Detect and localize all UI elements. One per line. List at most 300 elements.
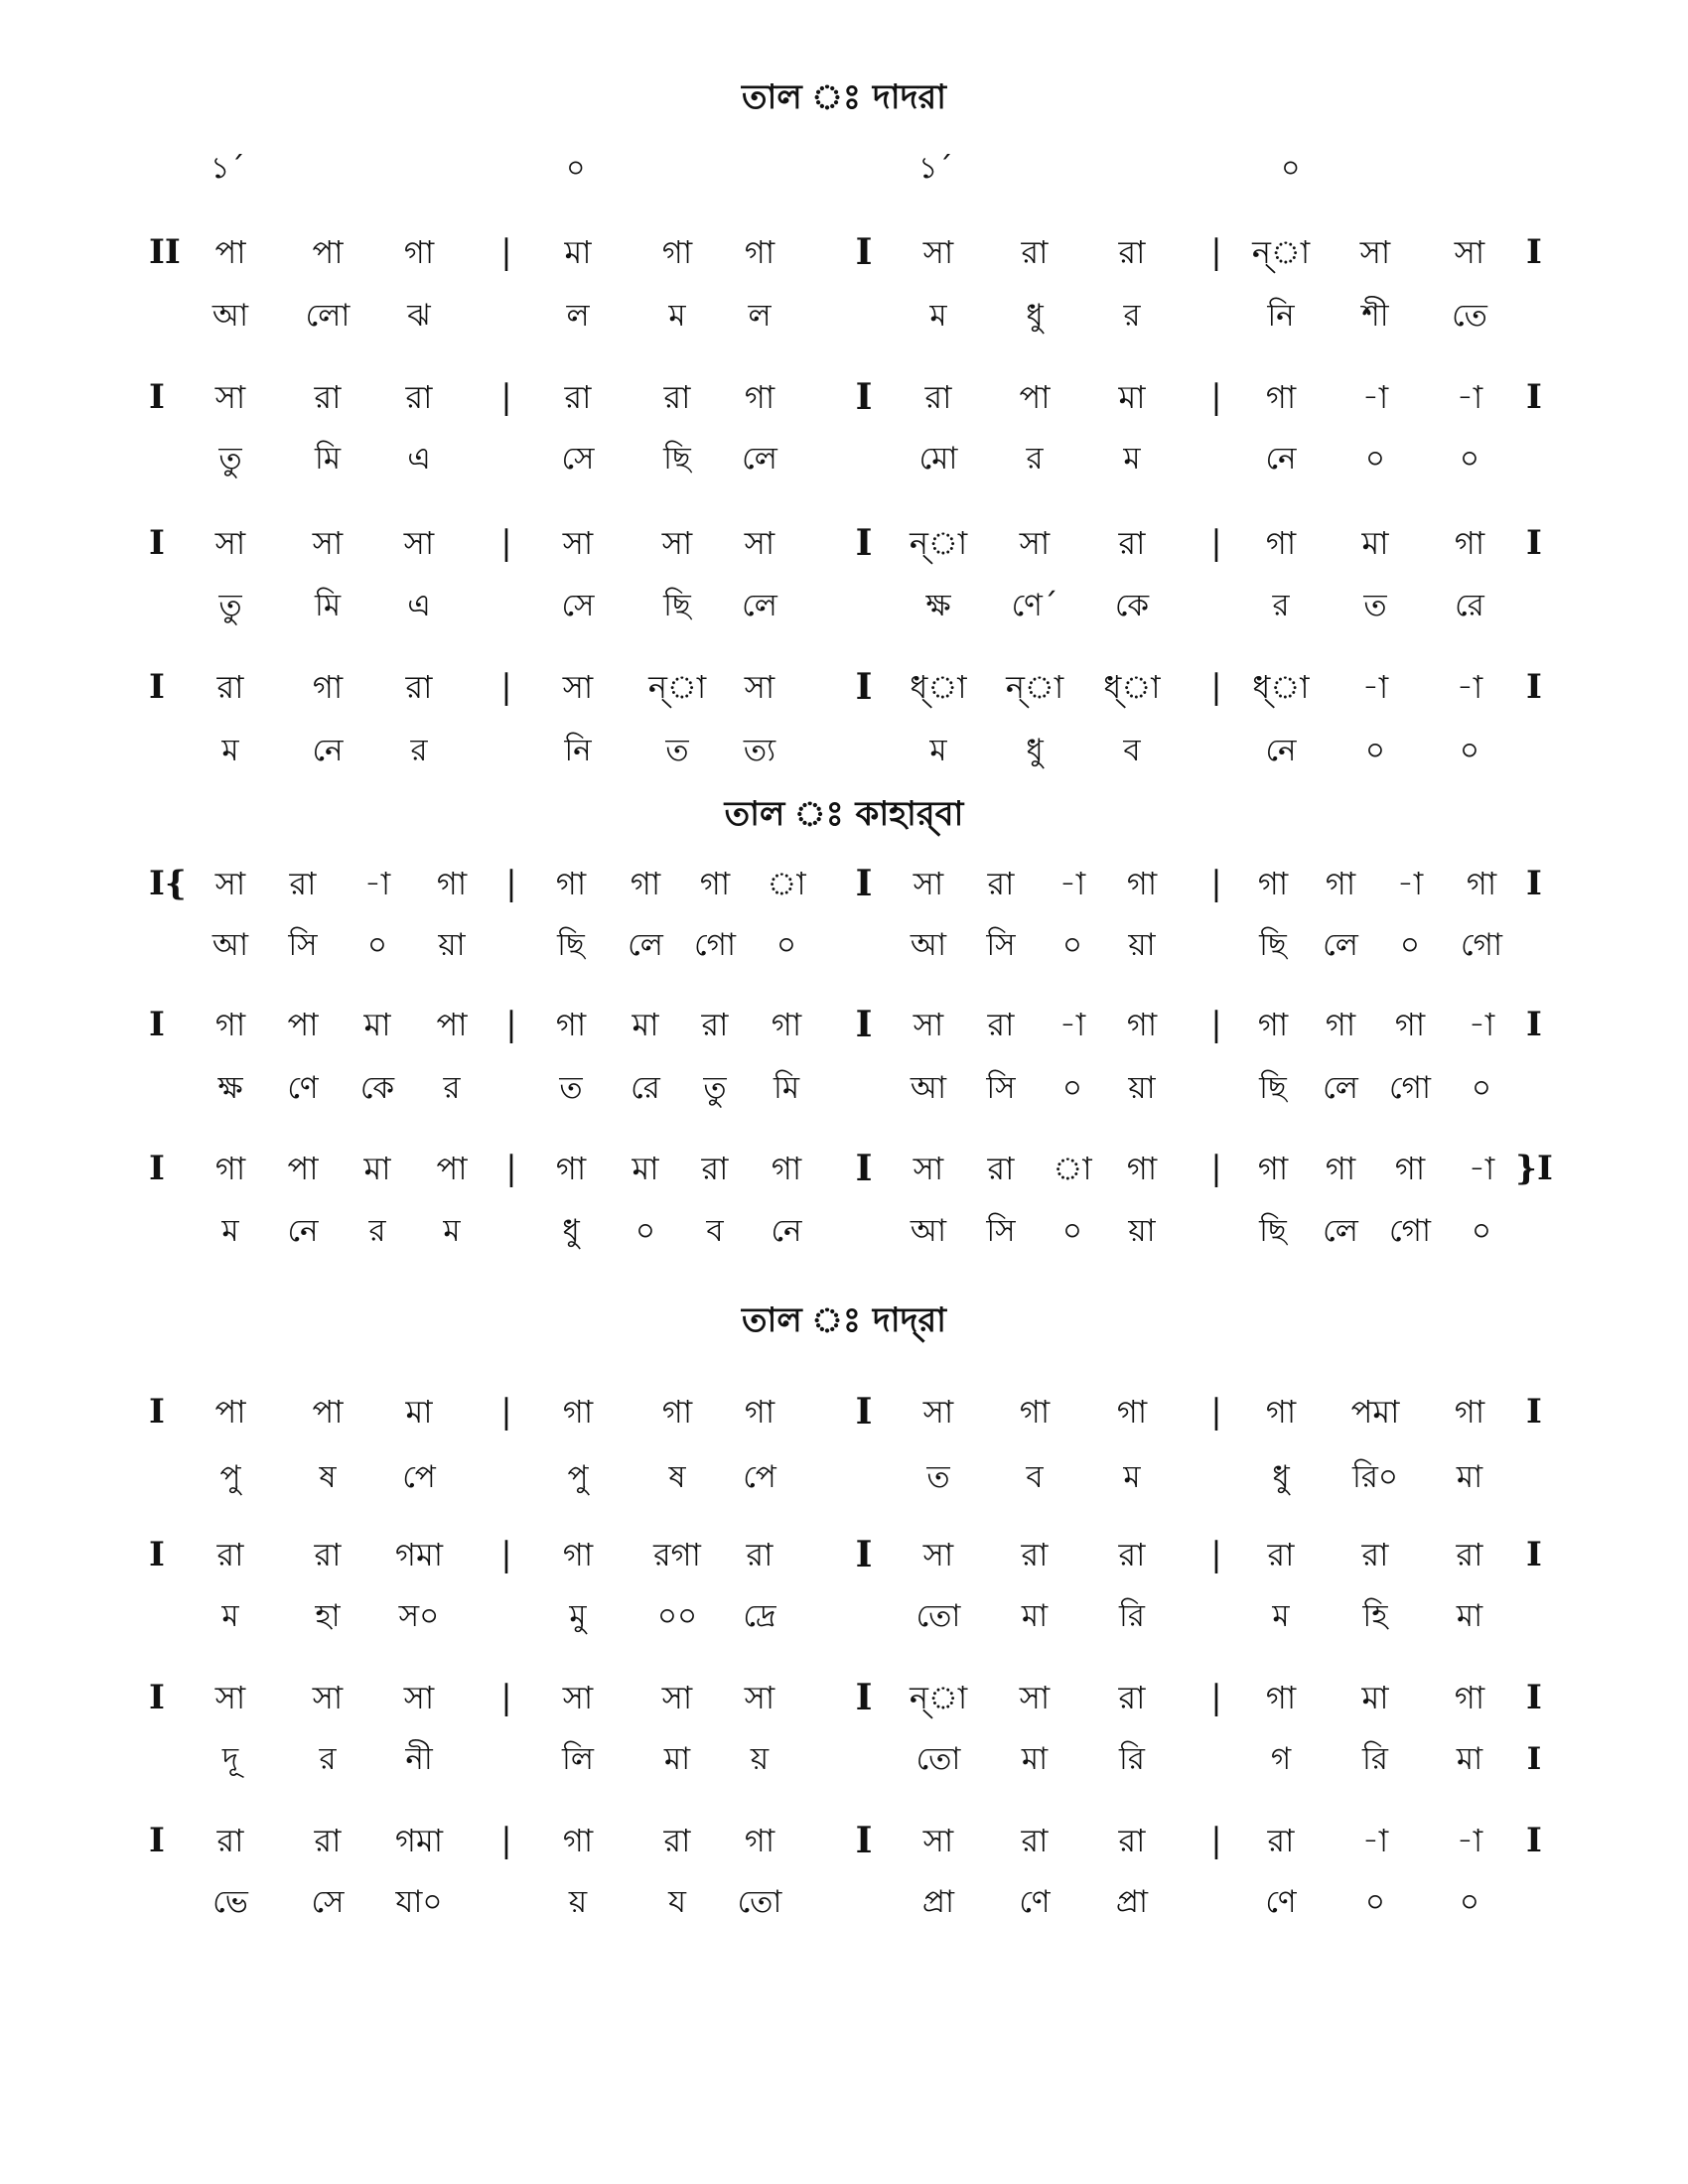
swara-note: গা [771,1006,802,1043]
swara-note: গা [1265,1679,1297,1716]
vibhag-separator: I [855,863,873,904]
swara-note: গা [1257,1006,1289,1043]
swara-note: রা [1456,1536,1483,1573]
lyric-syllable: মা [1021,1741,1049,1777]
line-end-mark: I [1526,1392,1542,1432]
lyric-syllable: তু [218,588,242,623]
swara-note: গমা [394,1822,444,1859]
lyric-line [0,437,1688,506]
lyric-syllable: ধু [1026,298,1044,334]
vibhag-separator: I [855,666,873,708]
swara-note: রা [1118,524,1146,562]
swara-note: -া [1396,865,1424,902]
swara-line [0,230,1688,300]
line-start-mark: I [149,1678,165,1717]
swara-note: রা [564,378,592,416]
lyric-syllable: প্রা [921,1884,955,1920]
swara-note: গা [312,668,344,706]
lyric-syllable: ষ [668,1459,686,1495]
lyric-line [0,1737,1688,1807]
lyric-syllable: মি [314,588,342,623]
lyric-syllable: র [368,1213,386,1249]
lyric-syllable: আ [910,1070,947,1106]
line-end-mark: I [1526,232,1542,272]
lyric-syllable: আ [211,927,249,963]
lyric-syllable: মো [918,441,958,477]
lyric-syllable: ধু [1026,733,1044,768]
bar-line: | [1210,232,1222,272]
lyric-syllable: ০ [1459,441,1480,477]
swara-line [0,665,1688,735]
swara-note: মা [363,1150,391,1187]
swara-note: রা [663,378,691,416]
lyric-syllable: ০০ [656,1598,698,1634]
swara-note: রা [216,1536,244,1573]
lyric-syllable: লে [742,441,777,477]
line-end-mark: I [1526,1821,1542,1860]
swara-note: গা [744,1393,775,1431]
lyric-syllable: র [1272,588,1290,623]
line-end-mark: I [1526,1535,1542,1574]
swara-note: গা [403,233,435,271]
swara-note: গা [661,1393,693,1431]
lyric-syllable: রে [1455,588,1484,623]
bar-line: | [505,1005,517,1044]
swara-note: -া [363,865,391,902]
swara-note: গা [661,233,693,271]
lyric-syllable: মা [1456,1598,1483,1634]
lyric-line [0,1066,1688,1136]
lyric-syllable: লে [1323,1213,1358,1249]
bar-line: | [500,1392,512,1432]
lyric-syllable: ণে´ [1011,588,1058,623]
lyric-syllable: লি [562,1741,594,1777]
lyric-syllable: নে [312,733,344,768]
lyric-syllable: ম [929,298,947,334]
lyric-syllable: ০ [1364,733,1386,768]
swara-note: রা [405,668,433,706]
swara-note: ন্া [909,1679,968,1716]
bar-line: | [500,1821,512,1860]
swara-note: রা [987,1006,1015,1043]
swara-line [0,1147,1688,1216]
swara-note: রা [1118,233,1146,271]
lyric-syllable: গ [1270,1741,1292,1777]
vibhag-separator: I [855,1391,873,1433]
swara-note: মা [564,233,592,271]
lyric-line [0,1880,1688,1950]
lyric-syllable: য়া [1128,927,1156,963]
swara-note: পা [312,1393,344,1431]
lyric-line [0,729,1688,798]
swara-note: গা [555,1150,587,1187]
swara-note: ধ্া [1252,668,1310,706]
lyric-syllable: নী [405,1741,433,1777]
swara-note: -া [1468,1006,1495,1043]
lyric-syllable: রে [631,1070,660,1106]
swara-line [0,1533,1688,1602]
lyric-syllable: নে [1265,733,1297,768]
swara-note: সা [214,1679,246,1716]
swara-note: গা [1454,524,1485,562]
swara-note: সা [562,1679,594,1716]
lyric-syllable: যা০ [395,1884,443,1920]
lyric-syllable: ছি [1259,927,1287,963]
lyric-syllable: লো [305,298,351,334]
lyric-syllable: ০ [1459,733,1480,768]
swara-note: ন্া [1251,233,1311,271]
swara-note: রা [987,865,1015,902]
line-start-mark: I [149,377,165,417]
bar-line: | [500,1678,512,1717]
lyric-line [0,923,1688,993]
lyric-syllable: গো [694,927,736,963]
line-start-mark: I [149,1005,165,1044]
lyric-syllable: য়া [438,927,466,963]
line-start-mark: I [149,1392,165,1432]
lyric-syllable: লে [1323,1070,1358,1106]
lyric-syllable: ম [668,298,686,334]
lyric-syllable: শী [1361,298,1389,334]
lyric-syllable: আ [211,298,249,334]
lyric-syllable: সি [288,927,318,963]
swara-note: রা [405,378,433,416]
bar-line: | [1210,523,1222,563]
swara-note: রা [1021,233,1049,271]
swara-note: রা [289,865,317,902]
lyric-syllable: ব [1123,733,1141,768]
lyric-line [0,1209,1688,1279]
lyric-syllable: ০ [1471,1213,1492,1249]
swara-note: সা [312,1679,344,1716]
lyric-syllable: য় [568,1884,588,1920]
lyric-syllable: নি [1267,298,1295,334]
lyric-syllable: ০ [1399,927,1421,963]
lyric-syllable: ধু [1272,1459,1290,1495]
swara-note: রা [987,1150,1015,1187]
swara-note: -া [1058,865,1086,902]
vibhag-separator: I [855,376,873,418]
swara-line [0,1819,1688,1888]
swara-note: সা [744,1679,775,1716]
lyric-syllable: র [443,1070,461,1106]
lyric-syllable: কে [1114,588,1150,623]
swara-note: গা [214,1150,246,1187]
swara-note: গা [1265,378,1297,416]
swara-note: মা [363,1006,391,1043]
bar-line: | [1210,1392,1222,1432]
lyric-syllable: নি [564,733,592,768]
lyric-syllable: ক্ষ [925,588,951,623]
swara-note: রা [924,378,952,416]
line-end-mark: I [1526,667,1542,707]
lyric-syllable: গো [1389,1213,1431,1249]
marker-sam: ১´ [211,151,245,186]
swara-note: রা [1021,1822,1049,1859]
swara-note: সা [744,668,775,706]
lyric-syllable: ধু [562,1213,580,1249]
swara-note: ন্া [909,524,968,562]
bar-line: | [500,523,512,563]
lyric-syllable: গো [1389,1070,1431,1106]
swara-note: গা [1265,1393,1297,1431]
swara-note: সা [1019,1679,1051,1716]
swara-line [0,521,1688,591]
lyric-syllable: ম [221,1213,239,1249]
swara-note: রগা [653,1536,701,1573]
swara-note: সা [913,1006,944,1043]
lyric-syllable: লে [1323,927,1358,963]
lyric-syllable: রি [1119,1598,1145,1634]
swara-note: পা [436,1150,468,1187]
lyric-syllable: সে [561,588,595,623]
line-start-mark: I [149,667,165,707]
vibhag-separator: I [855,1148,873,1189]
swara-note: পা [214,1393,246,1431]
lyric-syllable: ণে [1019,1884,1051,1920]
bar-line: | [1210,1149,1222,1188]
lyric-syllable: পে [402,1459,436,1495]
lyric-syllable: ক্ষ [217,1070,243,1106]
lyric-syllable: হি [1362,1598,1388,1634]
swara-note: গা [562,1822,594,1859]
swara-line [0,862,1688,931]
lyric-syllable: ম [443,1213,461,1249]
lyric-line [0,584,1688,653]
swara-note: মা [632,1150,659,1187]
lyric-syllable: দূ [221,1741,239,1777]
line-end-mark: I [1526,523,1542,563]
swara-note: রা [314,1822,342,1859]
swara-note: সা [562,668,594,706]
bar-line: | [505,864,517,903]
swara-note: -া [1058,1006,1086,1043]
taal-title-dadra: তাল ঃ দাদ্‌রা [741,1300,947,1340]
lyric-syllable: ণে [287,1070,319,1106]
swara-line [0,375,1688,445]
lyric-syllable: র [319,1741,337,1777]
lyric-syllable: য়া [1128,1070,1156,1106]
swara-note: ধ্া [910,668,967,706]
bar-line: | [1210,1535,1222,1574]
lyric-syllable: তু [218,441,242,477]
lyric-syllable: ছি [1259,1213,1287,1249]
vibhag-separator: I [855,1004,873,1045]
swara-note: রা [1118,1822,1146,1859]
lyric-syllable: রি [1119,1741,1145,1777]
lyric-syllable: য় [750,1741,770,1777]
swara-note: রা [1021,1536,1049,1573]
lyric-syllable: মু [569,1598,587,1634]
lyric-syllable: ল [566,298,590,334]
swara-note: সা [1454,233,1485,271]
lyric-syllable: ছি [663,441,691,477]
swara-note: গা [1325,1006,1356,1043]
swara-note: -া [1361,1822,1389,1859]
swara-note: পা [1019,378,1051,416]
swara-note: সা [922,1822,954,1859]
lyric-syllable: আ [910,927,947,963]
swara-note: গা [1257,865,1289,902]
swara-note: গা [436,865,468,902]
marker-khali: ০ [1281,151,1301,186]
vibhag-separator: I [855,1677,873,1718]
lyric-syllable: র [410,733,428,768]
lyric-syllable: ০ [1364,441,1386,477]
lyric-syllable: র [1123,298,1141,334]
lyric-syllable: ০ [1471,1070,1492,1106]
lyric-line [0,1594,1688,1664]
lyric-syllable: মা [663,1741,691,1777]
swara-note: সা [744,524,775,562]
swara-note: রা [216,1822,244,1859]
bar-line: | [500,232,512,272]
swara-note: গা [744,233,775,271]
vibhag-separator: I [855,231,873,273]
swara-note: সা [1019,524,1051,562]
swara-note: পা [214,233,246,271]
line-end-mark: I [1526,377,1542,417]
lyric-syllable: র [1026,441,1044,477]
lyric-syllable: ছি [557,927,585,963]
lyric-syllable: তু [703,1070,727,1106]
swara-note: া [1053,1150,1092,1187]
swara-note: রা [701,1006,729,1043]
line-end-mark: I [1526,1678,1542,1717]
lyric-syllable: নে [287,1213,319,1249]
swara-note: গা [1126,1150,1158,1187]
lyric-syllable: ০ [1061,1070,1083,1106]
lyric-syllable: ম [221,1598,239,1634]
lyric-syllable: গো [1461,927,1502,963]
lyric-syllable: ত [1363,588,1387,623]
swara-note: গা [1265,524,1297,562]
lyric-syllable: ত্য [743,733,776,768]
swara-note: সা [214,524,246,562]
swara-note: রা [701,1150,729,1187]
swara-note: সা [1359,233,1391,271]
line-end-mark: I [1526,1741,1542,1777]
lyric-syllable: রি [1362,1741,1388,1777]
swara-note: গা [562,1393,594,1431]
swara-note: গমা [394,1536,444,1573]
swara-note: গা [1126,865,1158,902]
lyric-syllable: হা [315,1598,341,1634]
swara-note: গা [1257,1150,1289,1187]
bar-line: | [1210,377,1222,417]
swara-note: গা [1325,1150,1356,1187]
lyric-syllable: এ [407,588,431,623]
lyric-syllable: ব [1026,1459,1044,1495]
lyric-syllable: সি [986,1070,1016,1106]
bar-line: | [500,377,512,417]
lyric-syllable: ণে [1265,1884,1297,1920]
lyric-syllable: মা [1456,1741,1483,1777]
bar-line: | [1210,864,1222,903]
swara-note: সা [913,1150,944,1187]
line-start-mark: I [149,1149,165,1188]
swara-note: -া [1468,1150,1495,1187]
lyric-syllable: পু [219,1459,241,1495]
swara-note: গা [1394,1150,1426,1187]
lyric-syllable: সে [311,1884,345,1920]
lyric-syllable: ০ [775,927,797,963]
lyric-syllable: তো [915,1598,961,1634]
swara-note: গা [562,1536,594,1573]
swara-note: রা [663,1822,691,1859]
swara-note: গা [1126,1006,1158,1043]
swara-note: মা [1361,524,1389,562]
swara-note: গা [1394,1006,1426,1043]
lyric-syllable: ত [665,733,689,768]
lyric-syllable: সে [561,441,595,477]
swara-note: া [767,865,806,902]
swara-note: মা [632,1006,659,1043]
swara-note: সা [913,865,944,902]
lyric-syllable: ০ [366,927,388,963]
lyric-syllable: ম [1123,441,1141,477]
lyric-syllable: নে [771,1213,802,1249]
lyric-syllable: পু [567,1459,589,1495]
swara-note: ধ্া [1103,668,1161,706]
swara-note: পমা [1350,1393,1400,1431]
swara-note: রা [1118,1536,1146,1573]
lyric-syllable: মা [1456,1459,1483,1495]
swara-note: গা [744,378,775,416]
swara-note: সা [403,1679,435,1716]
lyric-syllable: সি [986,927,1016,963]
swara-note: মা [1361,1679,1389,1716]
swara-note: -া [1361,668,1389,706]
marker-sam: ১´ [918,151,953,186]
lyric-syllable: স০ [398,1598,440,1634]
bar-line: | [1210,667,1222,707]
swara-note: -া [1456,668,1483,706]
swara-note: রা [1118,1679,1146,1716]
swara-note: সা [661,1679,693,1716]
lyric-syllable: লে [742,588,777,623]
lyric-syllable: য়া [1128,1213,1156,1249]
lyric-syllable: ল [748,298,772,334]
swara-note: রা [1361,1536,1389,1573]
swara-note: মা [405,1393,433,1431]
swara-note: রা [216,668,244,706]
swara-note: ন্া [647,668,707,706]
lyric-syllable: ০ [1061,1213,1083,1249]
swara-note: পা [287,1150,319,1187]
swara-note: সা [312,524,344,562]
line-start-mark: I [149,1535,165,1574]
lyric-line [0,1455,1688,1525]
line-end-mark: I [1526,864,1542,903]
swara-note: রা [1267,1822,1295,1859]
bar-line: | [505,1149,517,1188]
swara-note: গা [1466,865,1497,902]
lyric-syllable: ম [221,733,239,768]
marker-khali: ০ [566,151,586,186]
swara-note: সা [922,1393,954,1431]
line-start-mark: II [149,232,181,272]
lyric-syllable: রি০ [1351,1459,1399,1495]
lyric-syllable: লে [628,927,663,963]
swara-note: সা [922,233,954,271]
lyric-syllable: ০ [1459,1884,1480,1920]
lyric-syllable: সি [986,1213,1016,1249]
swara-note: ন্া [1005,668,1064,706]
swara-note: -া [1456,378,1483,416]
lyric-syllable: ম [1272,1598,1290,1634]
beat-markers [0,149,1688,199]
